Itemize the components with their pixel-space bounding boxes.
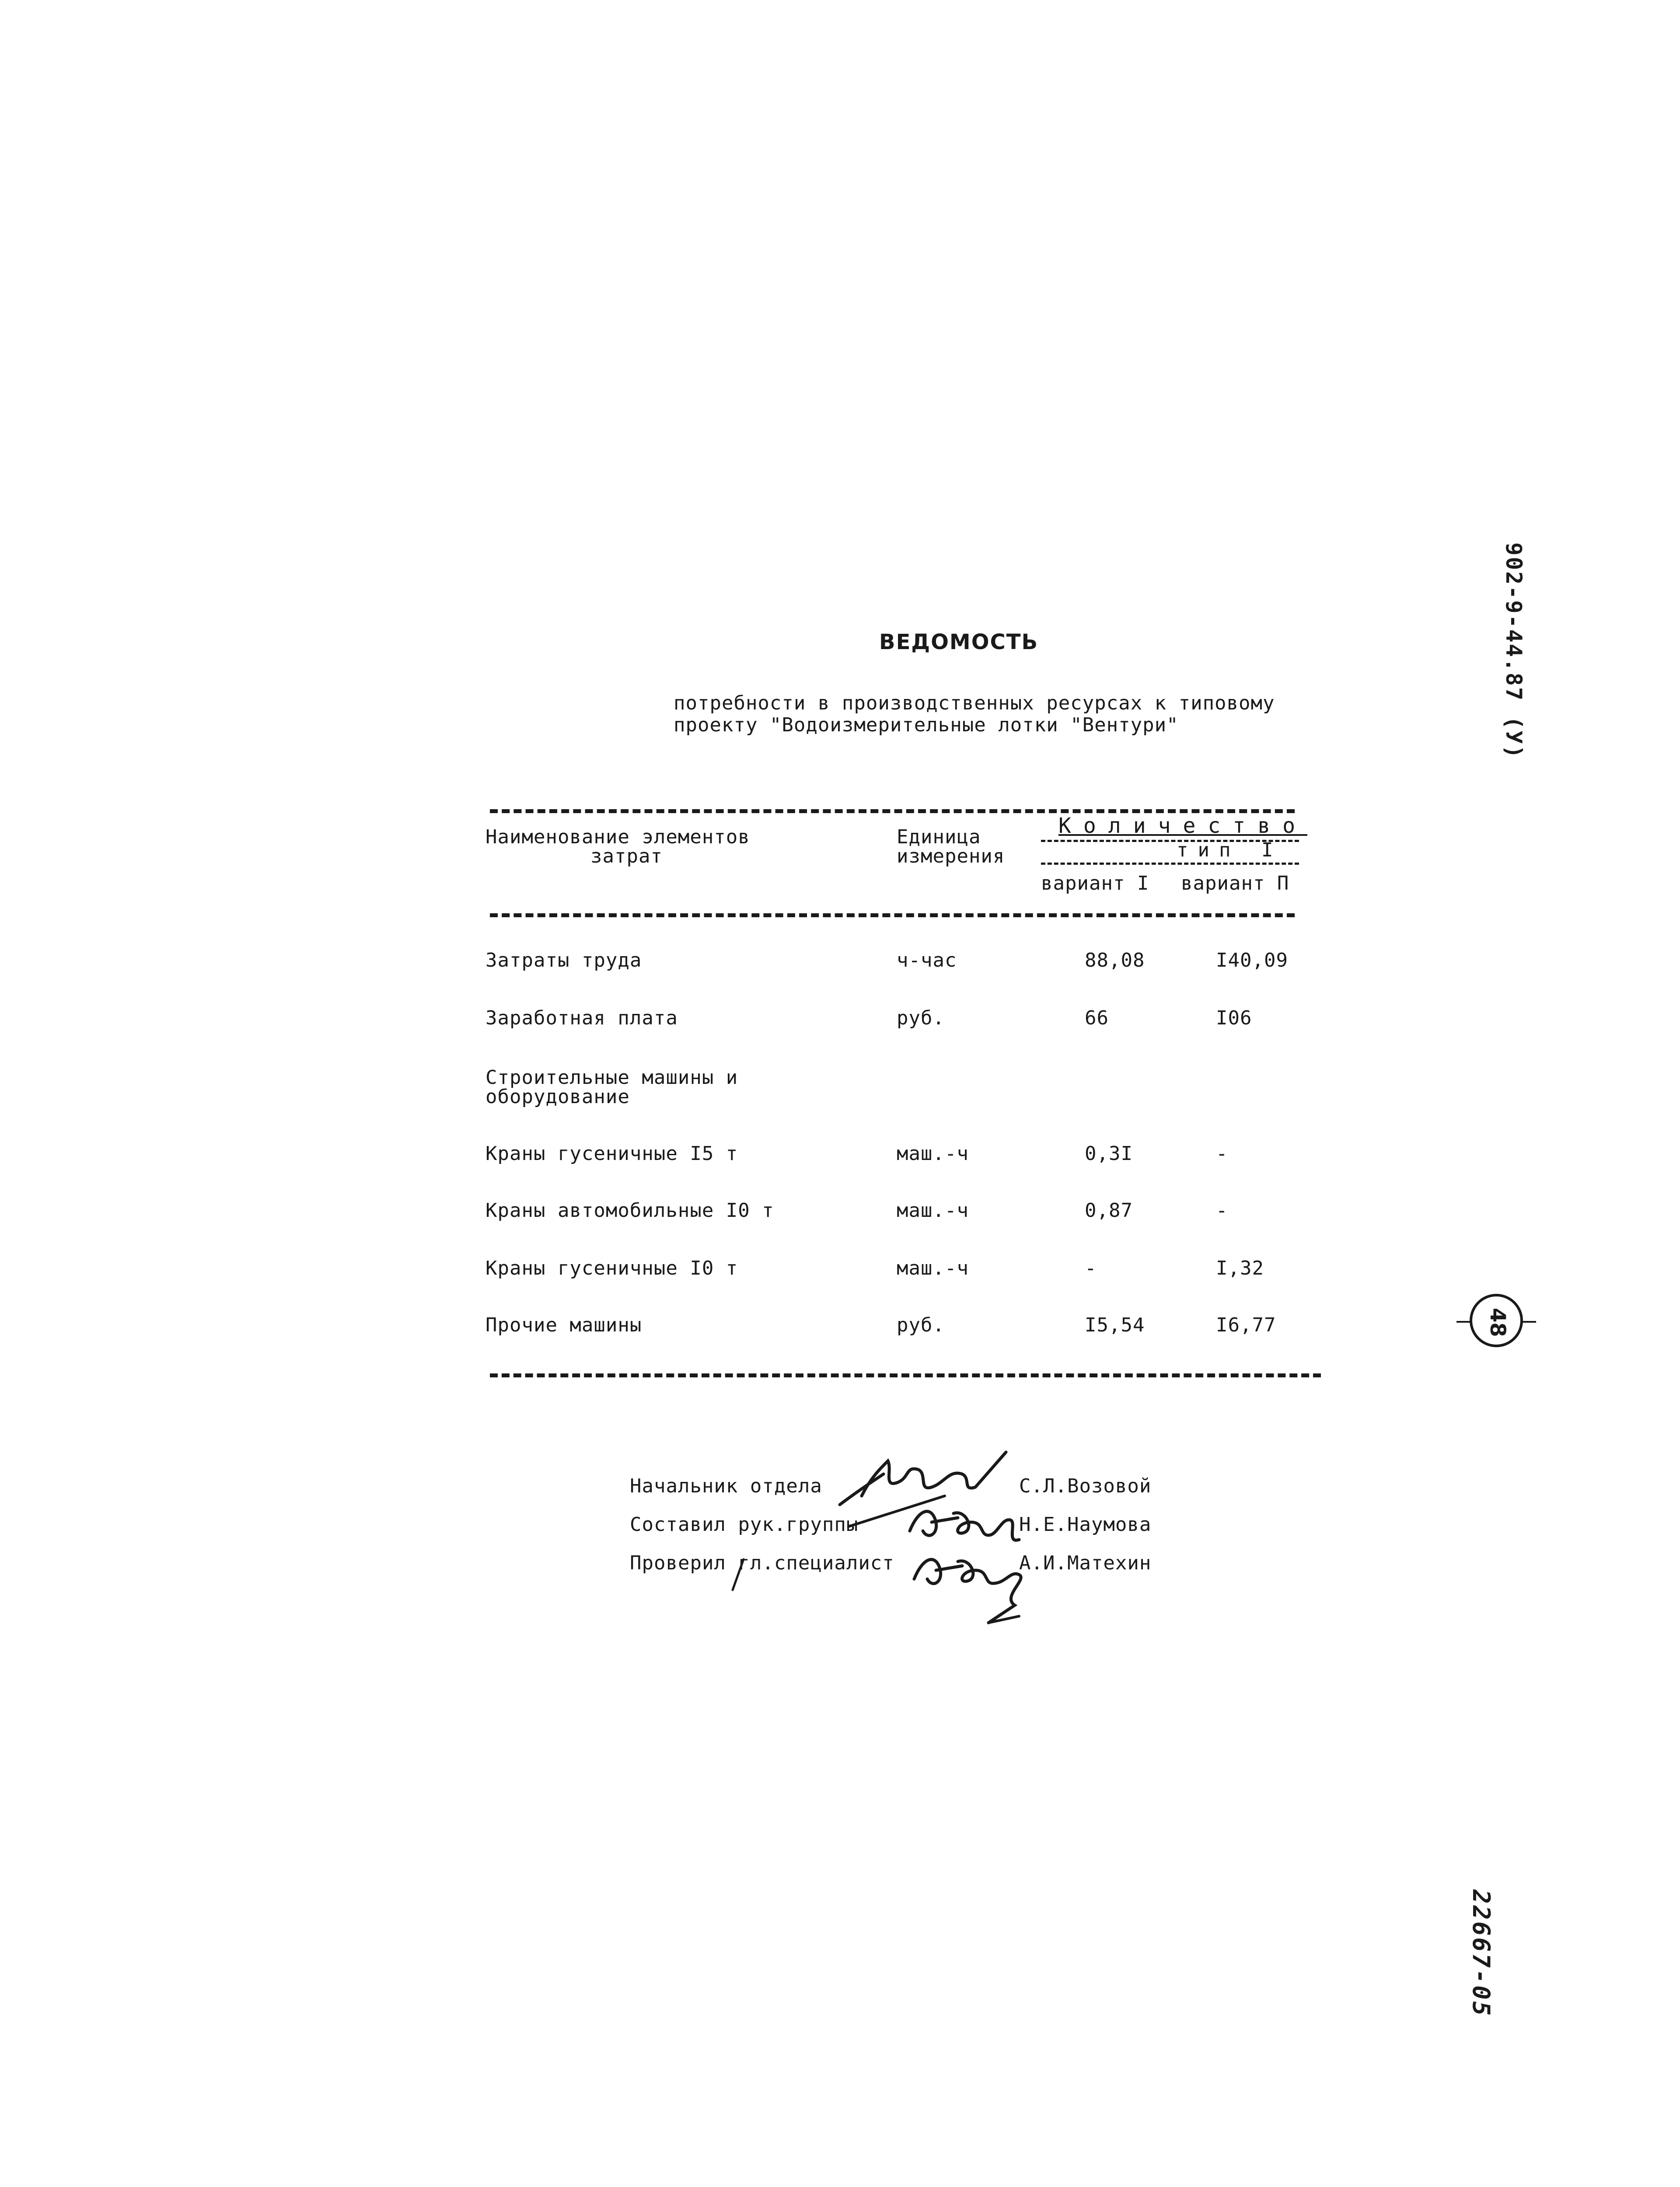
row-unit: ч-час	[897, 949, 957, 971]
row-unit: маш.-ч	[897, 1199, 969, 1222]
row-value-variant2: I40,09	[1216, 949, 1288, 971]
header-bottom-rule	[490, 913, 1295, 917]
row-value-variant2: I06	[1216, 1007, 1252, 1029]
table-bottom-rule	[490, 1373, 1321, 1377]
row-value-variant1: I5,54	[1085, 1314, 1145, 1336]
header-unit-line1: Единица	[897, 826, 981, 848]
row-value-variant2: -	[1216, 1199, 1228, 1222]
row-value-variant1: -	[1085, 1257, 1097, 1279]
row-unit: руб.	[897, 1314, 945, 1336]
row-unit: маш.-ч	[897, 1257, 969, 1279]
row-name: Заработная плата	[485, 1007, 678, 1029]
signature-role: Проверил гл.специалист	[630, 1552, 894, 1574]
row-name: Краны гусеничные I0 т	[485, 1257, 738, 1279]
row-value-variant1: 88,08	[1085, 949, 1145, 971]
header-name-line1: Наименование элементов	[485, 826, 750, 848]
signature-role: Начальник отдела	[630, 1475, 822, 1497]
signature-name: Н.Е.Наумова	[1019, 1513, 1152, 1536]
row-name: Прочие машины	[485, 1314, 642, 1336]
page-number: 48	[1485, 1308, 1510, 1337]
document-subtitle-line1: потребности в производственных ресурсах к типовому	[674, 692, 1275, 714]
row-name: Строительные машины и	[485, 1066, 738, 1089]
document-subtitle-line2: проекту "Водоизмерительные лотки "Вентури"	[674, 714, 1179, 736]
signature-name: А.И.Матехин	[1019, 1552, 1152, 1574]
margin-code: 902-9-44.87 (У)	[1501, 542, 1526, 760]
row-name: Краны автомобильные I0 т	[485, 1199, 774, 1222]
header-unit-line2: измерения	[897, 845, 1005, 867]
row-value-variant2: I,32	[1216, 1257, 1264, 1279]
signature-name: С.Л.Возовой	[1019, 1475, 1152, 1497]
header-variant1: вариант I	[1041, 872, 1149, 894]
handwritten-signature-3	[901, 1540, 1041, 1632]
row-unit: маш.-ч	[897, 1142, 969, 1165]
inventory-number: 22667-05	[1467, 1890, 1495, 2018]
handwritten-mark	[726, 1557, 752, 1592]
row-value-variant1: 0,87	[1085, 1199, 1133, 1222]
header-variant2: вариант П	[1181, 872, 1289, 894]
row-unit: руб.	[897, 1007, 945, 1029]
header-quantity: Количество	[1058, 814, 1307, 838]
row-value-variant1: 0,3I	[1085, 1142, 1133, 1165]
document-title: ВЕДОМОСТЬ	[879, 630, 1039, 654]
row-value-variant2: I6,77	[1216, 1314, 1276, 1336]
page-number-tick-right	[1520, 1321, 1536, 1323]
row-value-variant1: 66	[1085, 1007, 1109, 1029]
table-top-rule	[490, 809, 1295, 813]
row-name: Затраты труда	[485, 949, 642, 971]
header-name-line2: затрат	[590, 845, 663, 867]
page-number-tick-left	[1456, 1321, 1472, 1323]
header-type: тип I	[1177, 839, 1283, 861]
row-name-continued: оборудование	[485, 1086, 630, 1108]
header-type-underline	[1041, 863, 1299, 865]
row-name: Краны гусеничные I5 т	[485, 1142, 738, 1165]
row-value-variant2: -	[1216, 1142, 1228, 1165]
signature-role: Составил рук.группы	[630, 1513, 859, 1536]
